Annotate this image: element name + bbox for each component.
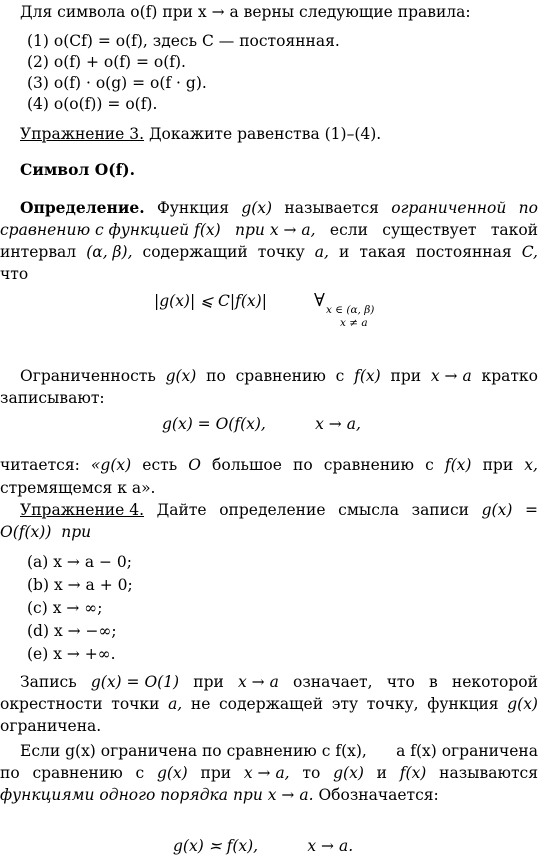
symbol-heading: Символ O(f). <box>20 160 135 179</box>
exercise-3-label: Упражнение 3. <box>20 125 145 143</box>
exercise-4-item-e: (e) x → +∞. <box>27 645 116 663</box>
exercise-4-label: Упражнение 4. <box>20 501 145 519</box>
formula-same-order: g(x) ≍ f(x), x → a. <box>173 837 354 855</box>
definition-label: Определение. <box>20 198 145 217</box>
forall-sub-2: x ≠ a <box>340 317 368 329</box>
definition-line-4: что <box>0 265 29 283</box>
definition-line-1: Определение. Функция g(x) называется ограниченной по <box>20 198 538 217</box>
exercise-3 <box>20 124 381 144</box>
o1-line-3: ограничена. <box>0 717 102 735</box>
exercise-3-text: Докажите равенства (1)–(4). <box>148 125 382 143</box>
exercise-4-line-2: O(f(x)) при <box>0 523 92 541</box>
exercise-4-line-1: Упражнение 4. Дайте определение смысла записи g(x) = <box>20 501 538 519</box>
rule-3: (3) o(f) · o(g) = o(f · g). <box>27 74 207 92</box>
definition-line-2: сравнению с функцией f(x) при x → a, если существует такой <box>0 221 538 239</box>
same-order-line-2: по сравнению с g(x) при x → a, то g(x) и f(x) называются <box>0 764 538 782</box>
forall-symbol: ∀ <box>314 290 325 311</box>
o1-line-2: окрестности точки a, не содержащей эту точку, функция g(x) <box>0 695 538 713</box>
reads-line-1: читается: «g(x) есть O большое по сравнению с f(x) при x, <box>0 456 538 474</box>
exercise-4-item-c: (c) x → ∞; <box>27 599 103 617</box>
bounded-line-2: записывают: <box>0 389 105 407</box>
rule-1: (1) o(Cf) = o(f), здесь C — постоянная. <box>27 32 340 50</box>
same-order-line-3: функциями одного порядка при x → a. Обозначается: <box>0 786 439 804</box>
bounded-line-1: Ограниченность g(x) по сравнению с f(x) при x → a кратко <box>20 367 538 385</box>
o1-line-1: Запись g(x) = O(1) при x → a означает, что в некоторой <box>20 673 538 691</box>
formula-bounded: |g(x)| ⩽ C|f(x)| <box>154 292 267 310</box>
definition-line-3: интервал (α, β), содержащий точку a, и такая постоянная C, <box>0 243 538 261</box>
formula-big-o: g(x) = O(f(x), x → a, <box>162 415 361 433</box>
same-order-term: функциями одного порядка при x → a. <box>0 786 314 804</box>
exercise-4-item-d: (d) x → −∞; <box>27 622 117 640</box>
forall-sub-1: x ∈ (α, β) <box>326 304 375 316</box>
rule-2: (2) o(f) + o(f) = o(f). <box>27 53 186 71</box>
exercise-4-item-b: (b) x → a + 0; <box>27 576 133 594</box>
rule-4: (4) o(o(f)) = o(f). <box>27 95 158 113</box>
exercise-4-item-a: (a) x → a − 0; <box>27 553 133 571</box>
intro-line: Для символа o(f) при x → a верны следующие правила: <box>20 3 471 21</box>
same-order-line-1: Если g(x) ограничена по сравнению с f(x), а f(x) ограничена <box>20 742 538 760</box>
reads-line-2: стремящемся к a». <box>0 479 156 497</box>
